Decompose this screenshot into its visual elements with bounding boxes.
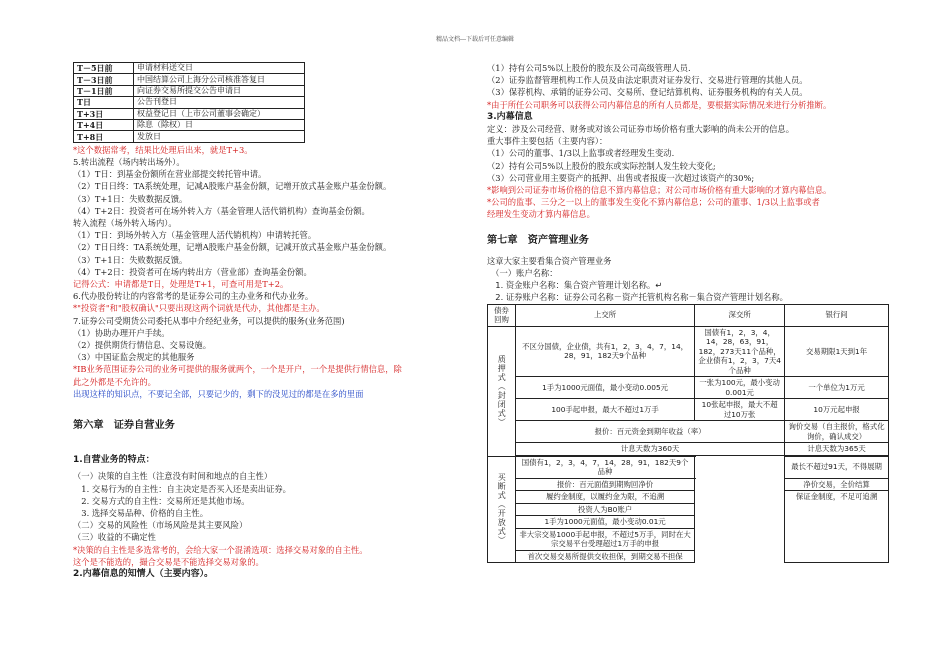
list-item: （2）证券监督管理机构工作人员及由法定职责对证券发行、交易进行管理的其他人员。 [487, 75, 808, 86]
outright-repo-label: 买断式（开放式） [488, 456, 516, 563]
schedule-row [74, 63, 305, 74]
cell: 报价：百元面值到期购回净价 [516, 478, 695, 491]
cell: 一张为100元，最小变动0.001元 [695, 377, 785, 399]
list-item: 3. 选择交易品种、价格的自主性。 [73, 508, 209, 519]
cell: 询价交易（自主报价，格式化询价，确认成交） [785, 421, 889, 443]
schedule-row [74, 108, 305, 119]
list-item: （1）持有公司5%以上股份的股东及公司高级管理人员. [487, 63, 691, 73]
schedule-row [74, 85, 305, 96]
header-szse: 深交所 [695, 304, 785, 326]
page-header: 精品文档---下载后可任意编辑 [435, 36, 515, 43]
account-names [487, 255, 892, 304]
schedule-event: 公告刊登日 [134, 97, 305, 108]
cell: 国债有1，2，3，4，14，28，63，91，182，273天11个品种，企业债有1，2，3，7天4个品种 [695, 326, 785, 377]
schedule-event: 申请材料送交日 [134, 63, 305, 74]
header-type: 债券回购 [488, 304, 516, 326]
insider-list [487, 62, 892, 111]
right-column [487, 62, 892, 563]
schedule-day: T－3日前 [74, 74, 134, 85]
text-line: *公司的监事、三分之一以上的董事发生变化不算内幕信息；公司的董事、1/3以上监事或者 [487, 197, 820, 208]
cell: 国债有1，2，3，4，7，14，28，91，182天9个品种 [516, 456, 695, 478]
section-insider-info: 3.内幕信息 [487, 111, 533, 122]
cell: 非大宗交易1000手起申报，不超过5万手，同时在大宗交易平台受理超过1万手的申报 [516, 528, 695, 550]
cell: 1手为1000元面值，最小变动0.01元 [516, 516, 695, 529]
cell: 最长不超过91天，不得展期 [785, 456, 889, 478]
header-interbank: 银行间 [785, 304, 889, 326]
cell: 10万元起申报 [785, 399, 889, 421]
cell: 投资人为B0账户 [516, 503, 695, 516]
chapter-7-title: 第七章 资产管理业务 [487, 234, 589, 246]
section-insider-persons: 2.内幕信息的知情人（主要内容）。 [73, 569, 214, 580]
cell: 保证金制度，不足可追溯 [785, 491, 889, 563]
text-line: *IB业务范围证券公司的业务可提供的服务就两个，一个是开户，一个是提供行情信息，除 [73, 364, 402, 375]
schedule-event: 除息（除权）日 [134, 119, 305, 130]
text-line: （2）持有公司5%以上股份的股东或实际控制人发生较大变化; [487, 160, 716, 171]
decision-note [73, 544, 473, 568]
text-line: 这章大家主要看集合资产管理业务 [487, 255, 612, 266]
text-line: （3）公司营业用主要资产的抵押、出售或者报废一次超过该资产的30%; [487, 172, 755, 183]
schedule-day: T+8日 [74, 131, 134, 142]
list-item: （一）决策的自主性（注意没有时间和地点的自主性） [73, 471, 273, 482]
text-line: （2）T日日终：TA系统处理，记减A股账户基金份额，记增开放式基金账户基金份额。 [73, 181, 392, 192]
bond-repo-table [487, 304, 889, 564]
list-item: （二）交易的风险性（市场风险是其主要风险） [73, 520, 248, 531]
note-line: *决策的自主性是多选常考的，会给大家一个混淆选项：选择交易对象的自主性。 [73, 544, 368, 555]
schedule-day: T+4日 [74, 119, 134, 130]
cell: 不区分国债，企业债，共有1，2，3，4，7，14，28，91，182天9个品种 [516, 326, 695, 377]
note-line: 这个是不能选的，撮合交易是不能选择交易对象的。 [73, 556, 264, 567]
list-item: （三）收益的不确定性 [73, 532, 156, 543]
list-item: 2. 交易方式的自主性：交易所还是其他市场。 [73, 495, 250, 506]
list-item: （3）保荐机构、承销的证券公司、交易所、登记结算机构、证券服务机构的有关人员。 [487, 87, 808, 98]
schedule-day: T－1日前 [74, 85, 134, 96]
schedule-row [74, 131, 305, 142]
text-line: （4）T+2日：投资者可在场内转出方（营业部）查询基金份额。 [73, 266, 312, 277]
schedule-day: T－5日前 [74, 63, 134, 74]
chapter-6-title: 第六章 证券自营业务 [73, 420, 175, 431]
cell: 计息天数为360天 [516, 443, 785, 456]
text-line: （一）账户名称： [487, 268, 558, 279]
text-line: （2）提供期货行情信息、交易设施。 [73, 339, 212, 350]
text-line: 此之外都是不允许的。 [73, 376, 156, 387]
features-list [73, 470, 473, 543]
left-column [73, 62, 473, 580]
pledge-repo-label: 质押式（封闭式） [488, 326, 516, 456]
text-line: （3）T+1日：失败数据反馈。 [73, 254, 188, 265]
list-item: *由于所任公司职务可以获得公司内幕信息的所有人员都是，要根据实际情况来进行分析推断。 [487, 99, 832, 110]
text-line: （2）T日日终：TA系统处理，记增A股账户基金份额，记减开放式基金账户基金份额。 [73, 242, 392, 253]
schedule-event: 权益登记日（上市公司董事会确定） [134, 108, 305, 119]
schedule-row [74, 119, 305, 130]
text-line: 7.证券公司受期货公司委托从事中介经纪业务，可以提供的服务(业务范围) [73, 315, 345, 326]
cell: 净价交易，全价结算 [785, 478, 889, 491]
text-line: （4）T+2日：投资者可在场外转入方（基金管理人活代销机构）查询基金份额。 [73, 205, 370, 216]
list-item: 1. 交易行为的自主性：自主决定是否买入还是卖出证券。 [73, 483, 291, 494]
text-line: 经理发生变动才算内幕信息。 [487, 209, 595, 220]
schedule-row [74, 74, 305, 85]
text-line: （1）T日：到基金份额所在营业部提交转托管申请。 [73, 169, 267, 180]
text-line: *"投资者"和"股权确认"只要出现这两个词就是代办，其他都是主办。 [73, 303, 325, 314]
header-sse: 上交所 [516, 304, 695, 326]
text-line: （1）公司的董事、1/3以上监事或者经理发生变动. [487, 148, 675, 159]
schedule-day: T+3日 [74, 108, 134, 119]
text-line: （3）T+1日：失败数据反馈。 [73, 193, 188, 204]
schedule-event: 中国结算公司上海分公司核准答复日 [134, 74, 305, 85]
text-line: 出现这样的知识点，不要记全部，只要记少的，剩下的没见过的都是在多的里面 [73, 388, 364, 399]
schedule-day: T日 [74, 97, 134, 108]
cell: 10张起申报，最大不超过10万张 [695, 399, 785, 421]
text-line: *这个数据常考，结果比处理后出来，就是T+3。 [73, 144, 253, 155]
text-line: 6.代办股份转让的内容常考的是证券公司的主办业务和代办业务。 [73, 291, 314, 302]
cell-empty [695, 456, 785, 563]
text-line: 定义：涉及公司经营、财务或对该公司证券市场价格有重大影响的尚未公开的信息。 [487, 124, 794, 135]
text-line: 2. 证券账户名称：证券公司名称－资产托管机构名称－集合资产管理计划名称。 [487, 292, 788, 303]
text-line: *影响到公司证券市场价格的信息不算内幕信息；对公司市场价格有重大影响的才算内幕信息。 [487, 185, 832, 196]
cell: 首次交易交易所提供交收担保，到期交易不担保 [516, 550, 695, 563]
cell: 履约金制度，以履约金为限，不追溯 [516, 491, 695, 504]
cell: 交易期限1天到1年 [785, 326, 889, 377]
text-line: （1）协助办理开户手续。 [73, 327, 170, 338]
text-line: 重大事件主要包括（主要内容）： [487, 136, 608, 147]
text-line: 5.转出流程（场内转出场外）。 [73, 156, 185, 167]
cell: 一个单位为1万元 [785, 377, 889, 399]
text-line: 转入流程（场外转入场内）。 [73, 217, 177, 228]
left-notes [73, 144, 473, 400]
cell: 1手为1000元面值，最小变动0.005元 [516, 377, 695, 399]
insider-info-content [487, 123, 892, 221]
cell: 100手起申报，最大不超过1万手 [516, 399, 695, 421]
text-line: （3）中国证监会规定的其他服务 [73, 352, 195, 363]
section-self-operated-features: 1.自营业务的特点： [73, 455, 155, 466]
schedule-event: 发放日 [134, 131, 305, 142]
text-line: （1）T日：到场外转入方（基金管理人活代销机构）申请转托管。 [73, 230, 317, 241]
cell: 报价：百元资金到期年收益（率） [516, 421, 785, 443]
text-line: 1. 资金账户名称：集合资产管理计划名称。↵ [487, 280, 663, 291]
cell: 计息天数为365天 [785, 443, 889, 456]
text-line: 记得公式：申请都是T日，处理是T+1，可查可用是T+2。 [73, 278, 289, 289]
schedule-row [74, 97, 305, 108]
schedule-event: 向证券交易所提交公告申请日 [134, 85, 305, 96]
dividend-schedule-table [73, 62, 305, 143]
